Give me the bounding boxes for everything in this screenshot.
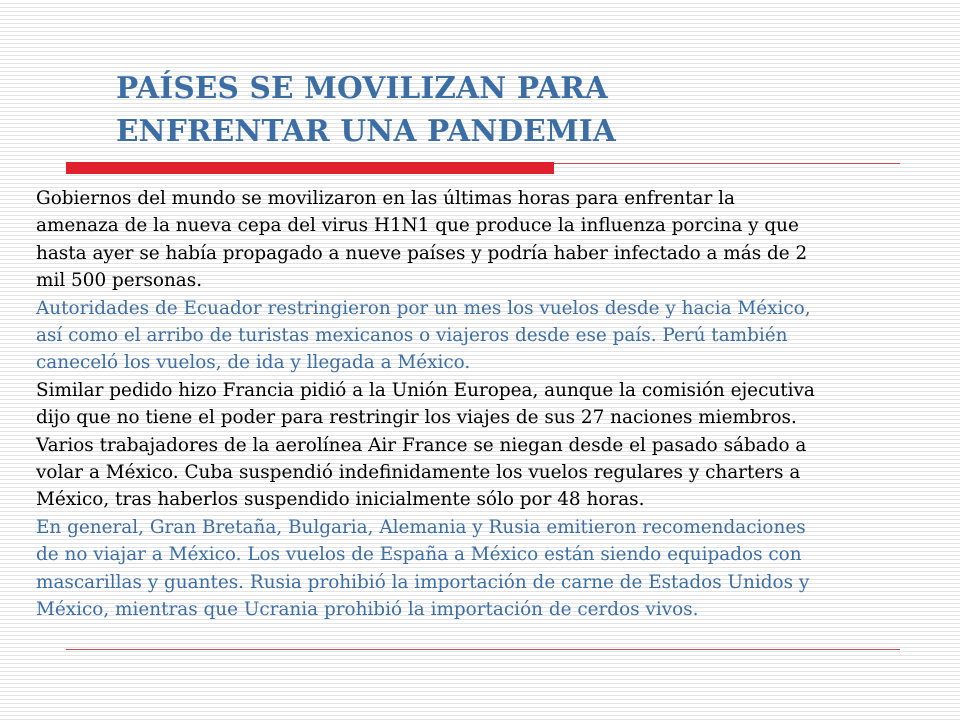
slide-title — [116, 66, 916, 152]
body-line: de no viajar a México. Los vuelos de España a México están siendo equipados con — [36, 544, 802, 566]
body-line: dijo que no tiene el poder para restringir los viajes de sus 27 naciones miembros. — [36, 407, 797, 429]
body-line: hasta ayer se había propagado a nueve países y podría haber infectado a más de 2 — [36, 242, 808, 264]
body-line: En general, Gran Bretaña, Bulgaria, Alemania y Rusia emitieron recomendaciones — [36, 516, 806, 538]
body-line: Autoridades de Ecuador restringieron por un mes los vuelos desde y hacia México, — [36, 297, 811, 319]
bottom-rule — [66, 649, 900, 650]
paragraph-ecuador-peru — [36, 295, 928, 377]
slide-title-line-1: PAÍSES SE MOVILIZAN PARA — [116, 70, 608, 105]
body-line: volar a México. Cuba suspendió indefinidamente los vuelos regulares y charters a — [36, 462, 801, 484]
body-line: México, tras haberlos suspendido inicialmente sólo por 48 horas. — [36, 489, 645, 511]
paragraph-france-cuba — [36, 377, 928, 514]
body-line: Varios trabajadores de la aerolínea Air France se niegan desde el pasado sábado a — [36, 434, 807, 456]
slide-body — [36, 185, 928, 624]
body-line: mascarillas y guantes. Rusia prohibió la importación de carne de Estados Unidos y — [36, 571, 810, 593]
body-line: así como el arribo de turistas mexicanos o viajeros desde ese país. Perú también — [36, 325, 788, 347]
paragraph-global-mobilization — [36, 185, 928, 295]
body-line: caneceló los vuelos, de ida y llegada a México. — [36, 352, 471, 374]
paragraph-europe-recommendations — [36, 514, 928, 624]
slide-title-line-2: ENFRENTAR UNA PANDEMIA — [116, 113, 616, 148]
title-underline-accent — [66, 162, 554, 174]
body-line: Similar pedido hizo Francia pidió a la Unión Europea, aunque la comisión ejecutiva — [36, 379, 815, 401]
body-line: amenaza de la nueva cepa del virus H1N1 que produce la influenza porcina y que — [36, 215, 799, 237]
body-line: México, mientras que Ucrania prohibió la importación de cerdos vivos. — [36, 599, 699, 621]
body-line: mil 500 personas. — [36, 270, 203, 292]
body-line: Gobiernos del mundo se movilizaron en las últimas horas para enfrentar la — [36, 188, 735, 209]
